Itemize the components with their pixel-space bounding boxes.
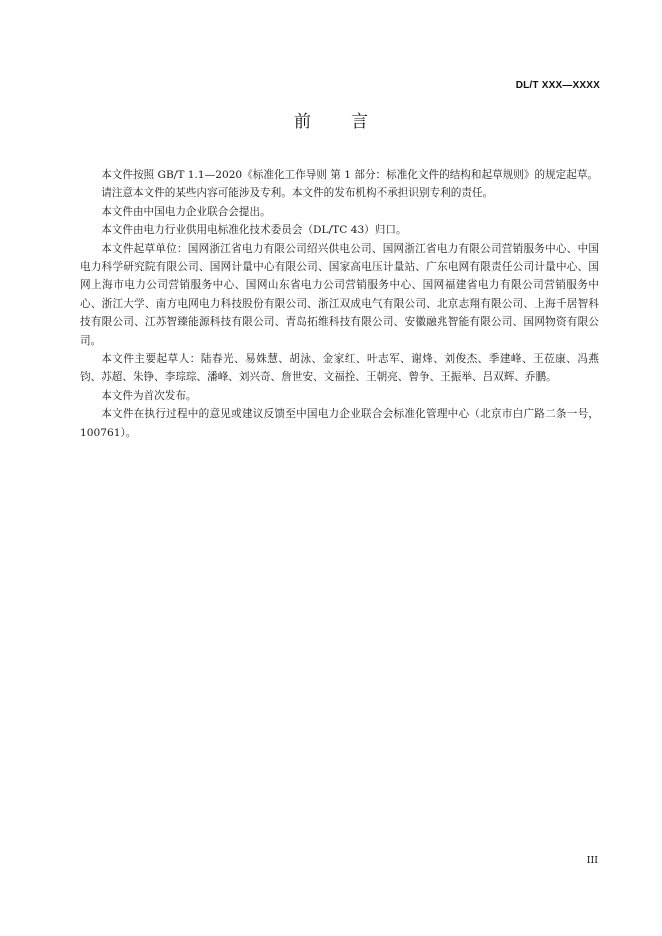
foreword-body (80, 166, 599, 442)
paragraph-patent-notice: 请注意本文件的某些内容可能涉及专利。本文件的发布机构不承担识别专利的责任。 (101, 187, 494, 200)
paragraph-responsible-committee: 本文件由电力行业供用电标准化技术委员会（DL/TC 43）归口。 (101, 224, 407, 237)
paragraph-feedback: 本文件在执行过程中的意见或建议反馈至中国电力企业联合会标准化管理中心（北京市白广路二条一号，100761）。 (80, 408, 599, 439)
page-title: 前言 (294, 112, 408, 132)
paragraph-proposed-by: 本文件由中国电力企业联合会提出。 (101, 205, 271, 218)
page-number: III (586, 855, 598, 866)
document-code: DL/T XXX—XXXX (515, 80, 600, 91)
header-rule (80, 95, 600, 96)
paragraph-drafting-rules: 本文件按照 GB/T 1.1—2020《标准化工作导则 第 1 部分：标准化文件的结构和起草规则》的规定起草。 (101, 169, 599, 181)
paragraph-main-drafters: 本文件主要起草人：陆春光、易姝慧、胡泳、金家红、叶志军、谢烽、刘俊杰、季建峰、王莅康、冯燕钧、苏超、朱铮、李琮琮、潘峰、刘兴奇、詹世安、文福拴、王朝亮、曾争、王振举、吕双辉、乔鹏。 (80, 353, 599, 384)
paragraph-drafting-organizations: 本文件起草单位：国网浙江省电力有限公司绍兴供电公司、国网浙江省电力有限公司营销服务中心、中国电力科学研究院有限公司、国网计量中心有限公司、国家高电压计量站、广东电网有限责任公司计量中心、国网上海市电力公司营销服务中心、国网山东省电力公司营销服务中心、国网福建省电力有限公司营销服务中心、浙江大学、南方电网电力科技股份有限公司、浙江双成电气有限公司、北京志翔有限公司、上海千居智科技有限公司、江苏智臻能源科技有限公司、青岛拓维科技有限公司、安徽融兆智能有限公司、国网物资有限公司。 (80, 242, 599, 347)
paragraph-first-release: 本文件为首次发布。 (101, 389, 197, 402)
